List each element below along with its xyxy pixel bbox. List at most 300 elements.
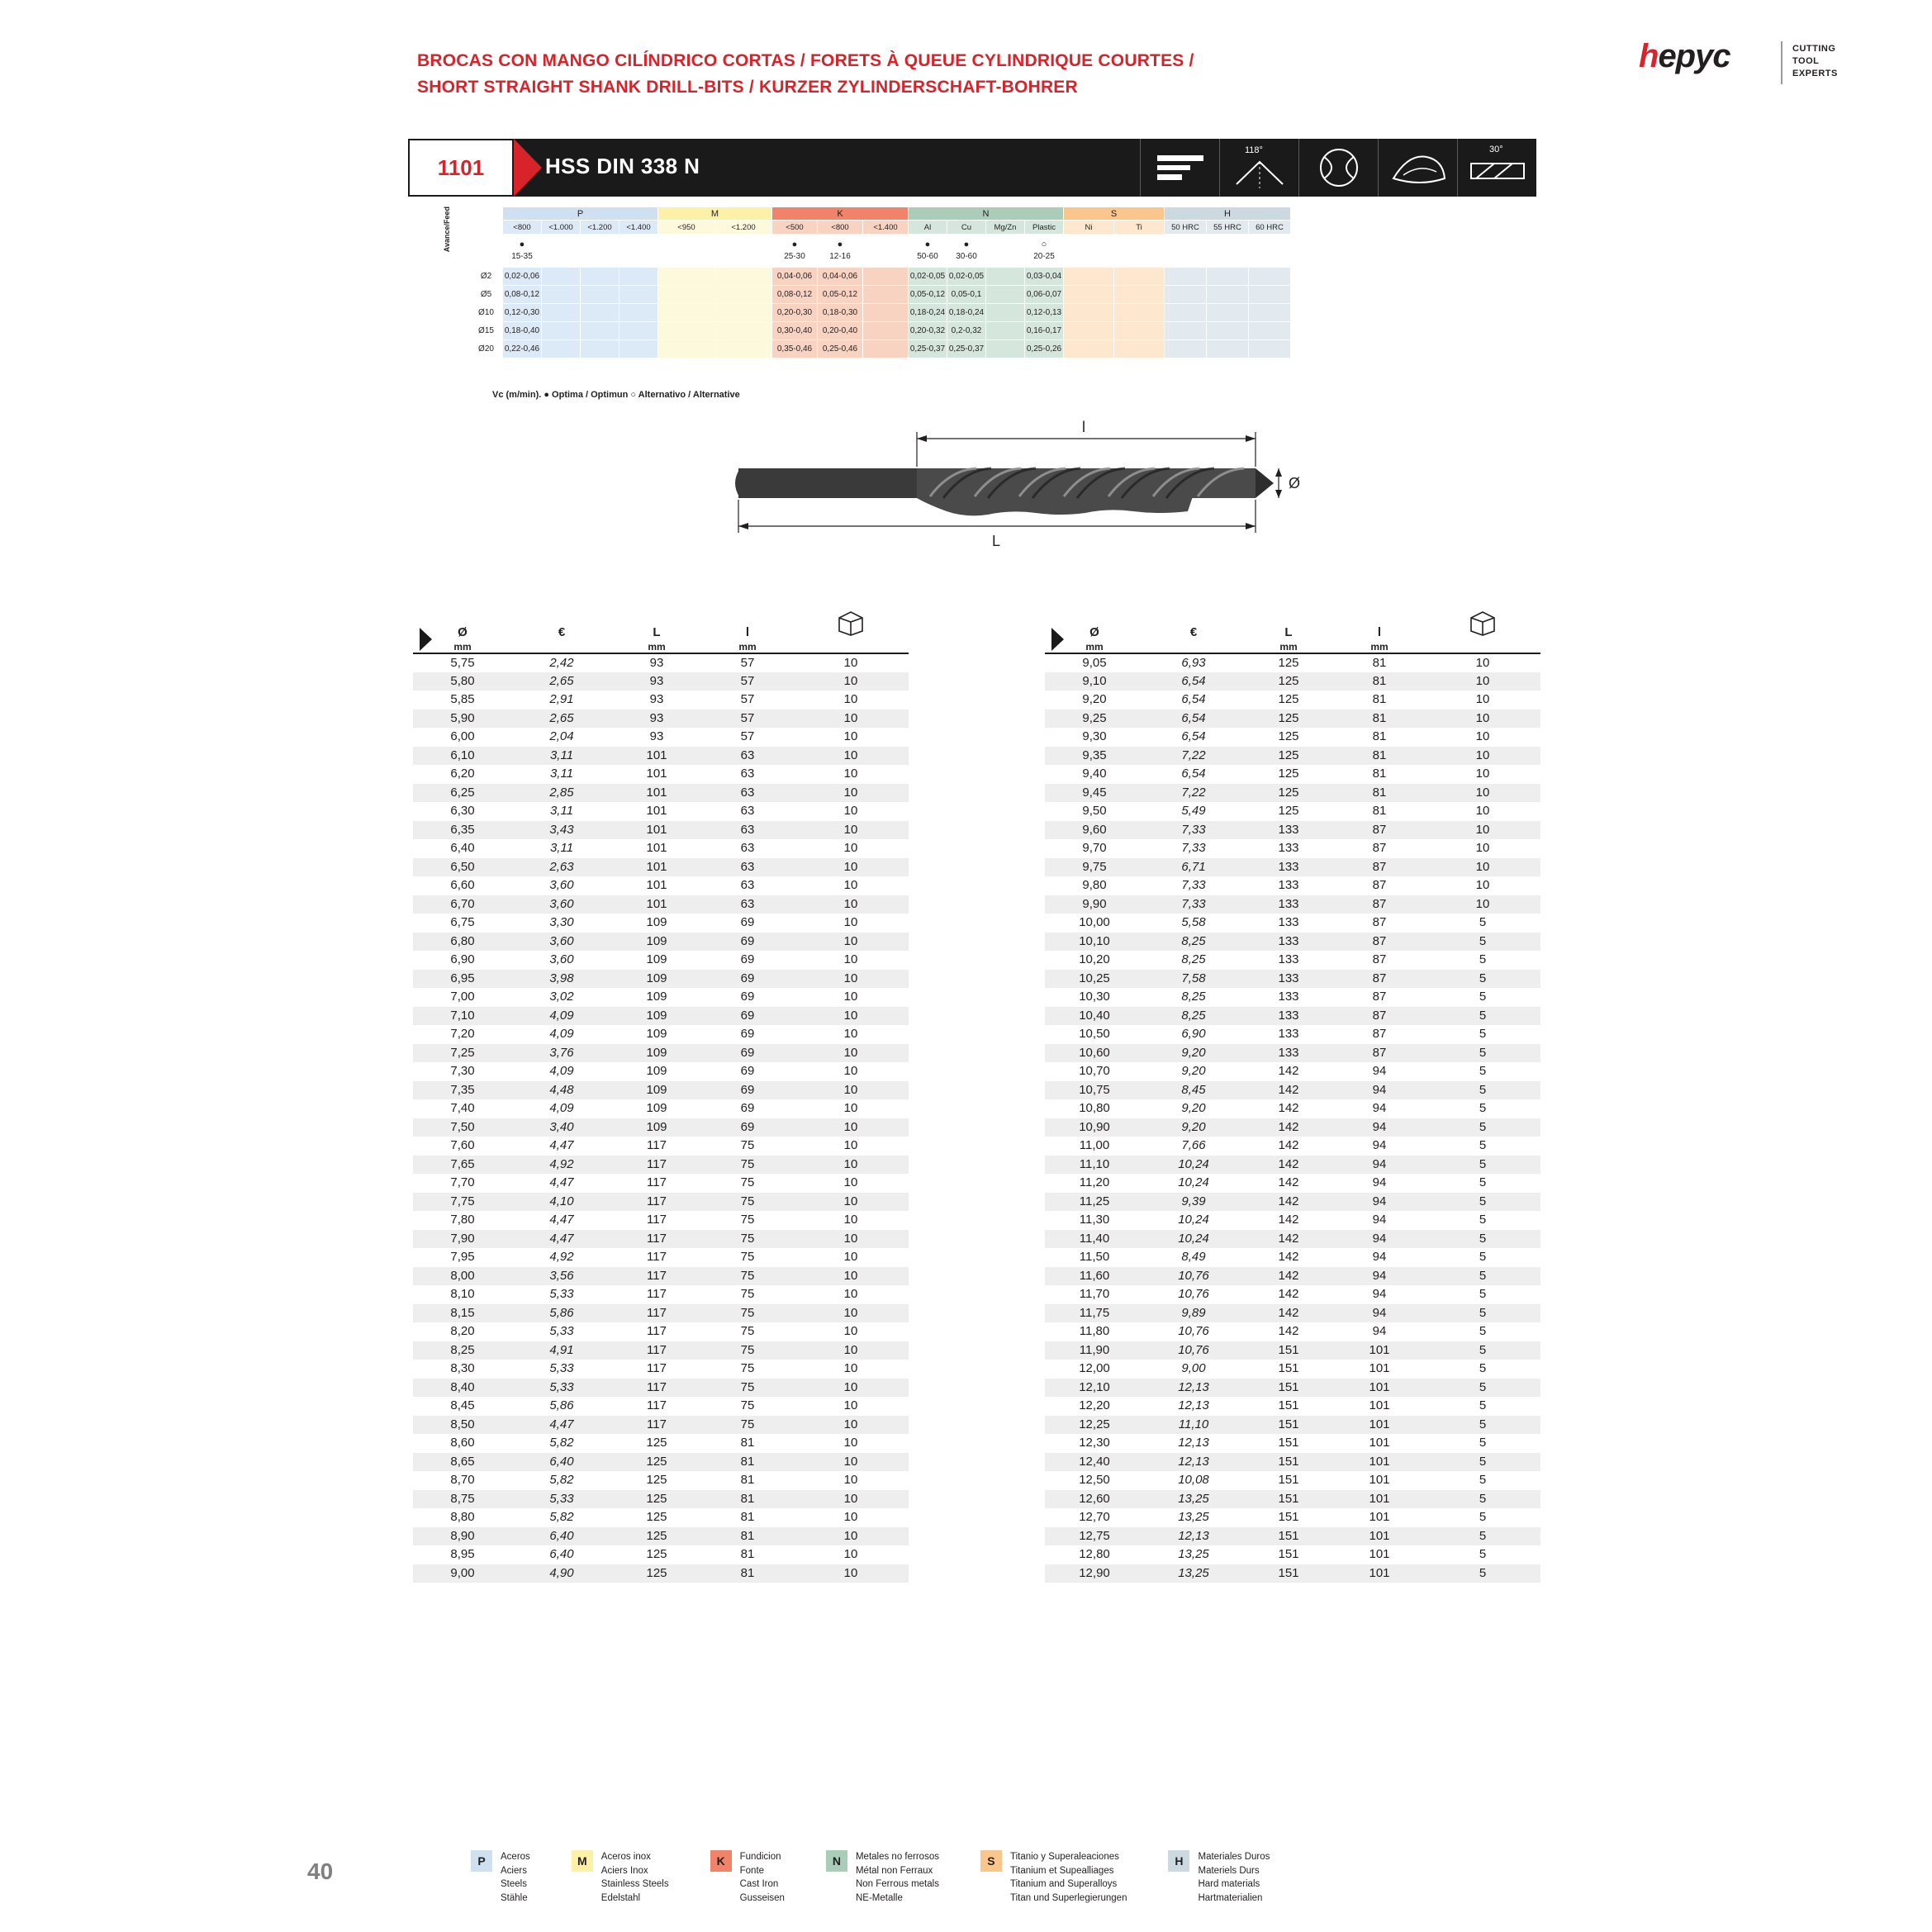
- table-row[interactable]: [413, 951, 909, 970]
- cell-total-length: 142: [1243, 1267, 1334, 1286]
- feed-cell: 0,18-0,30: [818, 304, 863, 322]
- table-row[interactable]: [413, 1397, 909, 1416]
- table-row[interactable]: [1045, 1304, 1540, 1323]
- table-row[interactable]: [1045, 1545, 1540, 1564]
- cell-diameter: 8,30: [450, 1361, 475, 1376]
- table-row[interactable]: [1045, 728, 1540, 747]
- col-header-total-length-r: [1243, 607, 1334, 653]
- cell-box-qty: 10: [793, 895, 909, 914]
- col-header-price-spacer: [512, 641, 611, 653]
- table-row[interactable]: [413, 1081, 909, 1100]
- cell-flute-length: 101: [1369, 1361, 1390, 1376]
- table-row[interactable]: [413, 784, 909, 803]
- legend-item-K: [710, 1850, 785, 1906]
- cell-flute-length: 101: [1369, 1436, 1390, 1450]
- feed-cell: [1064, 340, 1114, 358]
- cell-flute-length: 94: [1334, 1118, 1425, 1137]
- vc-cell-14: [1114, 235, 1165, 268]
- cell-box-qty: 10: [843, 1213, 858, 1227]
- feed-row: [463, 340, 1291, 358]
- cell-price: 6,54: [1181, 692, 1206, 707]
- cell-price: 7,22: [1144, 784, 1243, 803]
- material-group-M: M: [658, 207, 772, 221]
- cell-price: 4,47: [549, 1175, 574, 1190]
- table-row[interactable]: [413, 914, 909, 933]
- page-number: 40: [307, 1858, 334, 1884]
- cell-price: 10,24: [1144, 1156, 1243, 1175]
- col-header-L-unit: mm: [648, 641, 666, 653]
- table-row[interactable]: [1045, 1453, 1540, 1472]
- table-row[interactable]: [413, 1025, 909, 1044]
- table-row[interactable]: [413, 1434, 909, 1453]
- cell-diameter: 6,40: [450, 841, 475, 856]
- feed-cell: [863, 286, 909, 304]
- cell-price: 10,08: [1178, 1473, 1209, 1488]
- cell-diameter: 11,70: [1079, 1287, 1110, 1302]
- cell-box-qty: 5: [1479, 1436, 1487, 1450]
- cell-flute-length: 101: [1334, 1564, 1425, 1583]
- table-row[interactable]: [413, 858, 909, 877]
- feed-cell: [658, 340, 715, 358]
- cell-box-qty: 5: [1425, 1341, 1540, 1360]
- brand-logo: [1639, 40, 1845, 91]
- cell-flute-length: 75: [702, 1416, 793, 1435]
- cell-flute-length: 94: [1372, 1250, 1387, 1265]
- feed-row-label: Ø15: [463, 322, 503, 340]
- table-row[interactable]: [413, 1230, 909, 1249]
- cell-diameter: 7,40: [450, 1101, 475, 1116]
- cell-diameter: 7,70: [450, 1175, 475, 1190]
- table-row[interactable]: [413, 1360, 909, 1379]
- cell-box-qty: 10: [843, 692, 858, 707]
- cell-box-qty: 10: [1425, 821, 1540, 840]
- cell-price: 5,33: [549, 1361, 574, 1376]
- cell-flute-length: 101: [1369, 1510, 1390, 1525]
- table-row[interactable]: [413, 710, 909, 729]
- feed-cell: 0,2-0,32: [947, 322, 986, 340]
- cell-total-length: 133: [1243, 895, 1334, 914]
- cell-price: 8,25: [1181, 952, 1206, 967]
- cell-diameter: 7,00: [450, 990, 475, 1004]
- cell-total-length: 133: [1278, 878, 1299, 893]
- cell-total-length: 109: [611, 970, 702, 989]
- table-row[interactable]: [413, 1285, 909, 1304]
- cell-price: 13,25: [1144, 1564, 1243, 1583]
- cell-total-length: 151: [1278, 1510, 1299, 1525]
- table-row[interactable]: [413, 1471, 909, 1490]
- table-row[interactable]: [413, 1211, 909, 1230]
- table-row[interactable]: [1045, 821, 1540, 840]
- cell-total-length: 142: [1278, 1101, 1299, 1116]
- cell-total-length: 109: [611, 1044, 702, 1063]
- table-row[interactable]: [1045, 747, 1540, 766]
- table-row[interactable]: [1045, 1081, 1540, 1100]
- table-row[interactable]: [413, 1527, 909, 1546]
- cell-box-qty: 10: [793, 933, 909, 952]
- table-row[interactable]: [413, 1007, 909, 1026]
- feed-row: [463, 286, 1291, 304]
- feed-cell: 0,05-0,1: [947, 286, 986, 304]
- table-row[interactable]: [1045, 895, 1540, 914]
- cell-box-qty: 10: [1475, 841, 1490, 856]
- cell-flute-length: 63: [702, 784, 793, 803]
- table-row[interactable]: [413, 970, 909, 989]
- table-row[interactable]: [1045, 765, 1540, 784]
- table-row[interactable]: [1045, 988, 1540, 1007]
- table-row[interactable]: [413, 839, 909, 858]
- table-row[interactable]: [413, 1508, 909, 1527]
- cell-price: 10,76: [1178, 1287, 1209, 1302]
- col-header-diameter-symbol: Ø: [458, 625, 468, 639]
- cell-total-length: 133: [1243, 1007, 1334, 1026]
- vc-cell-17: [1249, 235, 1291, 268]
- table-row[interactable]: [413, 1118, 909, 1137]
- table-row[interactable]: [1045, 1564, 1540, 1583]
- legend-item-P: [471, 1850, 530, 1906]
- feed-cell: [1165, 340, 1207, 358]
- cell-diameter: 7,10: [413, 1007, 512, 1026]
- cell-flute-length: 81: [740, 1473, 755, 1488]
- table-row[interactable]: [1045, 1360, 1540, 1379]
- table-row[interactable]: [1045, 1434, 1540, 1453]
- feed-cell: [863, 304, 909, 322]
- cell-box-qty: 5: [1425, 1490, 1540, 1509]
- table-row[interactable]: [1045, 1416, 1540, 1435]
- cell-box-qty: 10: [843, 767, 858, 781]
- cell-flute-length: 81: [1334, 747, 1425, 766]
- cell-flute-length: 75: [702, 1193, 793, 1212]
- cell-diameter: 9,20: [1082, 692, 1107, 707]
- cell-flute-length: 75: [702, 1304, 793, 1323]
- header-title-line2: SHORT STRAIGHT SHANK DRILL-BITS / KURZER ZYLINDERSCHAFT-BOHRER: [417, 77, 1078, 97]
- cell-price: 13,25: [1144, 1490, 1243, 1509]
- table-row[interactable]: [1045, 691, 1540, 710]
- cell-flute-length: 94: [1372, 1324, 1387, 1339]
- cell-box-qty: 5: [1425, 1564, 1540, 1583]
- cell-flute-length: 69: [740, 915, 755, 930]
- table-row[interactable]: [1045, 1174, 1540, 1193]
- cell-diameter: 8,20: [450, 1324, 475, 1339]
- table-row[interactable]: [413, 821, 909, 840]
- material-subcol-P-<1.000: <1.000: [542, 221, 581, 235]
- table-row[interactable]: [1045, 653, 1540, 672]
- cell-total-length: 142: [1278, 1324, 1299, 1339]
- cell-flute-length: 63: [740, 841, 755, 856]
- col-header-diameter: [413, 607, 512, 653]
- cell-price: 12,13: [1178, 1436, 1209, 1450]
- col-header-diameter-r: [1045, 607, 1144, 653]
- table-row[interactable]: [1045, 933, 1540, 952]
- vc-cell-7: ● 12-16: [818, 235, 863, 268]
- cell-total-length: 117: [647, 1398, 667, 1413]
- cell-diameter: 12,60: [1045, 1490, 1144, 1509]
- cell-flute-length: 75: [740, 1361, 755, 1376]
- cell-total-length: 133: [1243, 1044, 1334, 1063]
- cell-diameter: 8,65: [413, 1453, 512, 1472]
- table-row[interactable]: [1045, 1490, 1540, 1509]
- cell-total-length: 142: [1278, 1250, 1299, 1265]
- table-row[interactable]: [1045, 1508, 1540, 1527]
- cell-box-qty: 10: [793, 1379, 909, 1398]
- table-row[interactable]: [1045, 710, 1540, 729]
- feed-cell: [1114, 304, 1165, 322]
- table-row[interactable]: [413, 1341, 909, 1360]
- table-row[interactable]: [1045, 1379, 1540, 1398]
- table-row[interactable]: [413, 765, 909, 784]
- table-row[interactable]: [413, 1545, 909, 1564]
- cell-total-length: 142: [1278, 1287, 1299, 1302]
- cell-flute-length: 75: [740, 1250, 755, 1265]
- feed-cell: [619, 286, 658, 304]
- col-header-diameter-symbol-r: Ø: [1089, 625, 1099, 639]
- cell-price: 10,24: [1178, 1175, 1209, 1190]
- cell-flute-length: 101: [1369, 1398, 1390, 1413]
- cell-price: 3,40: [512, 1118, 611, 1137]
- cell-price: 4,47: [549, 1213, 574, 1227]
- table-row[interactable]: [413, 691, 909, 710]
- cell-flute-length: 101: [1334, 1527, 1425, 1546]
- table-row[interactable]: [1045, 1137, 1540, 1156]
- feed-row-label: Ø20: [463, 340, 503, 358]
- feed-cell: [715, 304, 772, 322]
- cell-flute-length: 94: [1372, 1213, 1387, 1227]
- cell-diameter: 12,50: [1079, 1473, 1110, 1488]
- cell-flute-length: 81: [702, 1490, 793, 1509]
- cell-diameter: 9,05: [1082, 655, 1107, 670]
- table-row[interactable]: [1045, 1285, 1540, 1304]
- cell-price: 3,60: [512, 895, 611, 914]
- cell-price: 5,49: [1181, 804, 1206, 819]
- material-group-S: S: [1064, 207, 1165, 221]
- col-header-L-unit-r: mm: [1279, 641, 1298, 653]
- cell-diameter: 12,40: [1045, 1453, 1144, 1472]
- legend-badge-N: N: [826, 1850, 847, 1872]
- table-row[interactable]: [1045, 1322, 1540, 1341]
- cell-price: 7,33: [1144, 821, 1243, 840]
- cell-diameter: 12,80: [1079, 1547, 1110, 1562]
- feed-row-label: Ø5: [463, 286, 503, 304]
- cell-box-qty: 5: [1425, 1118, 1540, 1137]
- table-row[interactable]: [1045, 951, 1540, 970]
- cell-box-qty: 5: [1479, 952, 1487, 967]
- feed-cell: 0,25-0,46: [818, 340, 863, 358]
- table-row[interactable]: [1045, 1341, 1540, 1360]
- table-row[interactable]: [1045, 802, 1540, 821]
- feed-cell: [986, 286, 1025, 304]
- table-row[interactable]: [413, 1062, 909, 1081]
- cell-total-length: 117: [647, 1175, 667, 1190]
- cell-total-length: 93: [649, 655, 664, 670]
- cell-diameter: 6,60: [450, 878, 475, 893]
- cell-box-qty: 10: [793, 821, 909, 840]
- cell-box-qty: 10: [843, 1324, 858, 1339]
- cell-price: 4,91: [512, 1341, 611, 1360]
- table-row[interactable]: [1045, 1230, 1540, 1249]
- legend-item-M: [572, 1850, 669, 1906]
- table-row[interactable]: [413, 1490, 909, 1509]
- table-row[interactable]: [1045, 914, 1540, 933]
- table-row[interactable]: [413, 895, 909, 914]
- cell-total-length: 125: [1243, 710, 1334, 729]
- table-row[interactable]: [1045, 1248, 1540, 1267]
- table-row[interactable]: [413, 1416, 909, 1435]
- cell-flute-length: 87: [1372, 952, 1387, 967]
- cell-box-qty: 10: [843, 655, 858, 670]
- material-group-H: H: [1165, 207, 1291, 221]
- table-row[interactable]: [1045, 784, 1540, 803]
- cell-flute-length: 94: [1334, 1230, 1425, 1249]
- cell-diameter: 10,70: [1079, 1064, 1110, 1079]
- vc-legend: Vc (m/min). ● Optima / Optimun ○ Alternativo / Alternative: [492, 390, 740, 400]
- cell-total-length: 109: [611, 1081, 702, 1100]
- cell-box-qty: 10: [843, 1398, 858, 1413]
- cell-flute-length: 81: [1334, 784, 1425, 803]
- table-row[interactable]: [413, 653, 909, 672]
- cell-diameter: 8,60: [450, 1436, 475, 1450]
- table-row[interactable]: [1045, 1118, 1540, 1137]
- cell-price: 6,54: [1181, 729, 1206, 744]
- cell-diameter: 11,40: [1045, 1230, 1144, 1249]
- cell-flute-length: 81: [1372, 655, 1387, 670]
- cell-total-length: 151: [1243, 1379, 1334, 1398]
- cell-box-qty: 5: [1425, 1379, 1540, 1398]
- cell-box-qty: 5: [1479, 1287, 1487, 1302]
- cell-price: 2,63: [512, 858, 611, 877]
- table-row[interactable]: [1045, 1156, 1540, 1175]
- feed-cell: 0,05-0,12: [909, 286, 947, 304]
- cell-flute-length: 94: [1372, 1175, 1387, 1190]
- product-table-right: [1045, 607, 1540, 1583]
- table-row[interactable]: [413, 802, 909, 821]
- table-row[interactable]: [1045, 1527, 1540, 1546]
- drill-table-left: [413, 607, 909, 1583]
- cell-price: 5,33: [512, 1490, 611, 1509]
- cell-box-qty: 10: [793, 1304, 909, 1323]
- logo-divider: [1781, 41, 1782, 84]
- cell-price: 4,90: [512, 1564, 611, 1583]
- cell-diameter: 9,90: [1045, 895, 1144, 914]
- cell-price: 9,20: [1144, 1044, 1243, 1063]
- cell-price: 3,76: [512, 1044, 611, 1063]
- cell-diameter: 7,60: [450, 1138, 475, 1153]
- cell-flute-length: 69: [702, 933, 793, 952]
- cell-total-length: 125: [1278, 767, 1299, 781]
- table-row[interactable]: [1045, 1267, 1540, 1286]
- table-row[interactable]: [413, 1137, 909, 1156]
- cell-box-qty: 5: [1479, 1547, 1487, 1562]
- feed-row-label: Ø2: [463, 268, 503, 286]
- table-row[interactable]: [413, 747, 909, 766]
- table-row[interactable]: [413, 1564, 909, 1583]
- cell-box-qty: 5: [1479, 1510, 1487, 1525]
- table-row[interactable]: [413, 1156, 909, 1175]
- table-row[interactable]: [413, 728, 909, 747]
- cell-flute-length: 75: [702, 1341, 793, 1360]
- cell-price: 4,10: [512, 1193, 611, 1212]
- cell-price: 9,00: [1181, 1361, 1206, 1376]
- cell-total-length: 117: [647, 1361, 667, 1376]
- table-row[interactable]: [413, 1379, 909, 1398]
- cell-price: 4,09: [549, 1064, 574, 1079]
- table-row[interactable]: [1045, 858, 1540, 877]
- table-row[interactable]: [413, 1267, 909, 1286]
- table-row[interactable]: [413, 1174, 909, 1193]
- standard-title: HSS DIN 338 N: [545, 154, 700, 178]
- table-row[interactable]: [413, 1322, 909, 1341]
- cell-total-length: 109: [646, 1064, 667, 1079]
- table-row[interactable]: [1045, 1471, 1540, 1490]
- cell-flute-length: 87: [1334, 858, 1425, 877]
- cell-flute-length: 75: [702, 1267, 793, 1286]
- cell-diameter: 10,90: [1045, 1118, 1144, 1137]
- table-row[interactable]: [1045, 1044, 1540, 1063]
- table-row[interactable]: [1045, 1397, 1540, 1416]
- table-row[interactable]: [1045, 1062, 1540, 1081]
- cell-price: 12,13: [1144, 1379, 1243, 1398]
- picto-shank-icon: [1140, 139, 1219, 197]
- cell-price: 5,33: [512, 1379, 611, 1398]
- cell-price: 6,40: [512, 1453, 611, 1472]
- col-header-box-qty: [793, 607, 909, 653]
- table-row[interactable]: [1045, 876, 1540, 895]
- table-row[interactable]: [1045, 1099, 1540, 1118]
- table-row[interactable]: [413, 1099, 909, 1118]
- cell-price: 9,20: [1144, 1118, 1243, 1137]
- table-row[interactable]: [413, 933, 909, 952]
- feed-cell: [658, 286, 715, 304]
- cell-flute-length: 81: [702, 1453, 793, 1472]
- cell-box-qty: 5: [1425, 1007, 1540, 1026]
- cell-diameter: 10,60: [1045, 1044, 1144, 1063]
- cell-diameter: 9,00: [413, 1564, 512, 1583]
- table-row[interactable]: [1045, 672, 1540, 691]
- cell-diameter: 9,25: [1045, 710, 1144, 729]
- cell-price: 6,71: [1144, 858, 1243, 877]
- table-row[interactable]: [1045, 1025, 1540, 1044]
- table-row[interactable]: [413, 1453, 909, 1472]
- col-header-L-symbol-r: L: [1284, 625, 1293, 639]
- table-row[interactable]: [413, 876, 909, 895]
- table-row[interactable]: [1045, 839, 1540, 858]
- cell-diameter: 12,90: [1045, 1564, 1144, 1583]
- table-row[interactable]: [1045, 1007, 1540, 1026]
- table-row[interactable]: [413, 1044, 909, 1063]
- cell-total-length: 151: [1243, 1527, 1334, 1546]
- feed-cell: [1114, 340, 1165, 358]
- table-row[interactable]: [413, 1193, 909, 1212]
- cell-diameter: 9,60: [1045, 821, 1144, 840]
- vc-cell-8: [863, 235, 909, 268]
- cell-diameter: 11,25: [1045, 1193, 1144, 1212]
- table-row[interactable]: [1045, 1193, 1540, 1212]
- feed-cell: [863, 268, 909, 286]
- feed-cell: [1064, 268, 1114, 286]
- table-row[interactable]: [413, 672, 909, 691]
- table-row[interactable]: [413, 988, 909, 1007]
- cell-box-qty: 10: [843, 1473, 858, 1488]
- cell-diameter: 6,70: [413, 895, 512, 914]
- cell-total-length: 151: [1243, 1490, 1334, 1509]
- cell-diameter: 8,90: [413, 1527, 512, 1546]
- table-row[interactable]: [1045, 970, 1540, 989]
- cell-total-length: 101: [646, 767, 667, 781]
- table-row[interactable]: [1045, 1211, 1540, 1230]
- legend-item-H: [1168, 1850, 1270, 1906]
- cell-total-length: 117: [611, 1193, 702, 1212]
- cell-diameter: 8,45: [450, 1398, 475, 1413]
- table-row[interactable]: [413, 1248, 909, 1267]
- table-row[interactable]: [413, 1304, 909, 1323]
